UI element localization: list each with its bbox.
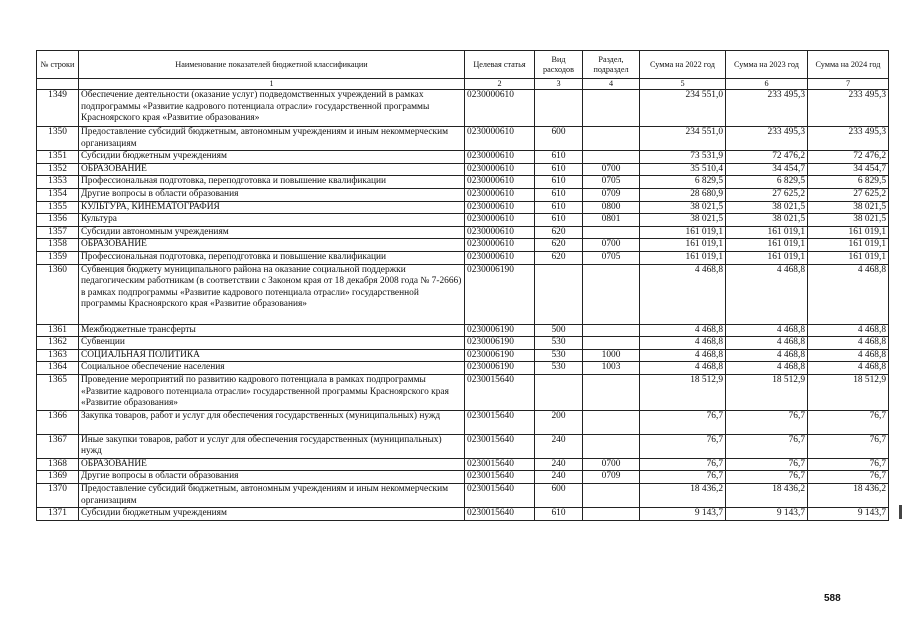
row-sum-2023-cell: 18 436,2 bbox=[726, 484, 808, 508]
row-expense-type-cell bbox=[535, 90, 583, 127]
row-target-article-cell: 0230006190 bbox=[465, 324, 535, 337]
row-section-cell: 0700 bbox=[583, 239, 640, 252]
row-expense-type-cell: 610 bbox=[535, 176, 583, 189]
row-number-cell: 1351 bbox=[37, 151, 79, 164]
row-target-article-cell: 0230015640 bbox=[465, 374, 535, 410]
row-name-cell: Субсидии бюджетным учреждениям bbox=[79, 151, 465, 164]
table-row bbox=[37, 226, 889, 239]
row-sum-2024-cell: 18 436,2 bbox=[808, 484, 889, 508]
row-number-cell: 1366 bbox=[37, 410, 79, 434]
row-expense-type-cell: 610 bbox=[535, 163, 583, 176]
row-number-cell: 1362 bbox=[37, 337, 79, 350]
row-sum-2024-cell: 4 468,8 bbox=[808, 264, 889, 324]
table-row bbox=[37, 90, 889, 127]
row-sum-2022-cell: 35 510,4 bbox=[640, 163, 726, 176]
row-name-cell: Обеспечение деятельности (оказание услуг) подведомственных учреждений в рамках подпрограммы «Развитие кадрового потенциала отрасли» государственной программы Красноярского края «Развитие образования» bbox=[79, 90, 465, 127]
row-expense-type-cell: 500 bbox=[535, 324, 583, 337]
row-target-article-cell: 0230000610 bbox=[465, 163, 535, 176]
row-target-article-cell: 0230015640 bbox=[465, 410, 535, 434]
header-section: Раздел, подраздел bbox=[583, 51, 640, 79]
row-sum-2023-cell: 76,7 bbox=[726, 434, 808, 458]
row-number-cell: 1359 bbox=[37, 251, 79, 264]
row-sum-2024-cell: 72 476,2 bbox=[808, 151, 889, 164]
row-section-cell bbox=[583, 410, 640, 434]
row-section-cell: 0709 bbox=[583, 471, 640, 484]
budget-table bbox=[36, 50, 889, 521]
row-expense-type-cell bbox=[535, 264, 583, 324]
row-sum-2022-cell: 38 021,5 bbox=[640, 214, 726, 227]
row-number-cell: 1349 bbox=[37, 90, 79, 127]
row-sum-2023-cell: 4 468,8 bbox=[726, 337, 808, 350]
row-sum-2024-cell: 18 512,9 bbox=[808, 374, 889, 410]
row-name-cell: Межбюджетные трансферты bbox=[79, 324, 465, 337]
row-sum-2022-cell: 18 436,2 bbox=[640, 484, 726, 508]
row-target-article-cell: 0230000610 bbox=[465, 201, 535, 214]
row-sum-2022-cell: 4 468,8 bbox=[640, 264, 726, 324]
row-sum-2024-cell: 4 468,8 bbox=[808, 362, 889, 375]
row-section-cell bbox=[583, 127, 640, 151]
row-sum-2023-cell: 76,7 bbox=[726, 471, 808, 484]
row-sum-2023-cell: 4 468,8 bbox=[726, 324, 808, 337]
row-target-article-cell: 0230015640 bbox=[465, 471, 535, 484]
row-sum-2022-cell: 161 019,1 bbox=[640, 226, 726, 239]
row-number-cell: 1371 bbox=[37, 508, 79, 521]
row-target-article-cell: 0230006190 bbox=[465, 349, 535, 362]
row-name-cell: СОЦИАЛЬНАЯ ПОЛИТИКА bbox=[79, 349, 465, 362]
row-sum-2024-cell: 38 021,5 bbox=[808, 201, 889, 214]
row-sum-2024-cell: 233 495,3 bbox=[808, 127, 889, 151]
row-section-cell: 0801 bbox=[583, 214, 640, 227]
row-name-cell: Субсидии автономным учреждениям bbox=[79, 226, 465, 239]
row-sum-2023-cell: 38 021,5 bbox=[726, 214, 808, 227]
header-row-number: № строки bbox=[37, 51, 79, 79]
row-number-cell: 1369 bbox=[37, 471, 79, 484]
table-row bbox=[37, 471, 889, 484]
row-target-article-cell: 0230000610 bbox=[465, 214, 535, 227]
row-name-cell: ОБРАЗОВАНИЕ bbox=[79, 163, 465, 176]
row-sum-2024-cell: 161 019,1 bbox=[808, 251, 889, 264]
row-sum-2022-cell: 9 143,7 bbox=[640, 508, 726, 521]
header-sum-2023: Сумма на 2023 год bbox=[726, 51, 808, 79]
row-section-cell bbox=[583, 324, 640, 337]
row-section-cell bbox=[583, 374, 640, 410]
row-sum-2023-cell: 4 468,8 bbox=[726, 362, 808, 375]
row-sum-2024-cell: 34 454,7 bbox=[808, 163, 889, 176]
row-sum-2024-cell: 161 019,1 bbox=[808, 239, 889, 252]
row-section-cell: 1003 bbox=[583, 362, 640, 375]
row-name-cell: Предоставление субсидий бюджетным, автономным учреждениям и иным некоммерческим организациям bbox=[79, 484, 465, 508]
table-row bbox=[37, 214, 889, 227]
table-row bbox=[37, 458, 889, 471]
row-expense-type-cell: 600 bbox=[535, 484, 583, 508]
header-expense-type: Вид расходов bbox=[535, 51, 583, 79]
column-number: 1 bbox=[79, 79, 465, 90]
row-sum-2024-cell: 76,7 bbox=[808, 410, 889, 434]
row-target-article-cell: 0230015640 bbox=[465, 458, 535, 471]
column-number: 3 bbox=[535, 79, 583, 90]
row-expense-type-cell: 530 bbox=[535, 349, 583, 362]
table-row bbox=[37, 374, 889, 410]
row-sum-2022-cell: 38 021,5 bbox=[640, 201, 726, 214]
column-number: 5 bbox=[640, 79, 726, 90]
row-name-cell: Предоставление субсидий бюджетным, автономным учреждениям и иным некоммерческим организациям bbox=[79, 127, 465, 151]
column-number-empty bbox=[37, 79, 79, 90]
row-section-cell bbox=[583, 337, 640, 350]
row-sum-2023-cell: 9 143,7 bbox=[726, 508, 808, 521]
row-sum-2022-cell: 76,7 bbox=[640, 410, 726, 434]
row-expense-type-cell: 240 bbox=[535, 458, 583, 471]
row-section-cell bbox=[583, 434, 640, 458]
row-number-cell: 1358 bbox=[37, 239, 79, 252]
row-target-article-cell: 0230000610 bbox=[465, 239, 535, 252]
row-number-cell: 1365 bbox=[37, 374, 79, 410]
row-number-cell: 1353 bbox=[37, 176, 79, 189]
row-number-cell: 1364 bbox=[37, 362, 79, 375]
row-sum-2023-cell: 72 476,2 bbox=[726, 151, 808, 164]
row-section-cell bbox=[583, 264, 640, 324]
row-section-cell bbox=[583, 484, 640, 508]
row-target-article-cell: 0230015640 bbox=[465, 484, 535, 508]
row-sum-2024-cell: 76,7 bbox=[808, 471, 889, 484]
row-section-cell: 0709 bbox=[583, 188, 640, 201]
row-section-cell bbox=[583, 226, 640, 239]
row-sum-2023-cell: 18 512,9 bbox=[726, 374, 808, 410]
row-number-cell: 1354 bbox=[37, 188, 79, 201]
row-target-article-cell: 0230000610 bbox=[465, 188, 535, 201]
row-target-article-cell: 0230006190 bbox=[465, 362, 535, 375]
row-section-cell bbox=[583, 151, 640, 164]
row-sum-2024-cell: 76,7 bbox=[808, 458, 889, 471]
row-number-cell: 1368 bbox=[37, 458, 79, 471]
row-expense-type-cell: 610 bbox=[535, 151, 583, 164]
column-number: 4 bbox=[583, 79, 640, 90]
table-row bbox=[37, 508, 889, 521]
row-expense-type-cell: 610 bbox=[535, 201, 583, 214]
row-name-cell: ОБРАЗОВАНИЕ bbox=[79, 458, 465, 471]
row-sum-2023-cell: 161 019,1 bbox=[726, 239, 808, 252]
row-target-article-cell: 0230000610 bbox=[465, 226, 535, 239]
row-name-cell: Субсидии бюджетным учреждениям bbox=[79, 508, 465, 521]
row-section-cell: 0700 bbox=[583, 458, 640, 471]
table-row bbox=[37, 362, 889, 375]
row-sum-2023-cell: 233 495,3 bbox=[726, 127, 808, 151]
row-section-cell: 0705 bbox=[583, 251, 640, 264]
row-expense-type-cell: 200 bbox=[535, 410, 583, 434]
row-number-cell: 1360 bbox=[37, 264, 79, 324]
row-expense-type-cell: 240 bbox=[535, 471, 583, 484]
row-target-article-cell: 0230015640 bbox=[465, 434, 535, 458]
row-expense-type-cell: 610 bbox=[535, 508, 583, 521]
row-sum-2024-cell: 4 468,8 bbox=[808, 324, 889, 337]
row-sum-2022-cell: 18 512,9 bbox=[640, 374, 726, 410]
page-number: 588 bbox=[824, 593, 841, 604]
row-sum-2022-cell: 234 551,0 bbox=[640, 127, 726, 151]
row-sum-2022-cell: 28 680,9 bbox=[640, 188, 726, 201]
row-number-cell: 1357 bbox=[37, 226, 79, 239]
table-row bbox=[37, 410, 889, 434]
header-name: Наименование показателей бюджетной классификации bbox=[79, 51, 465, 79]
table-row bbox=[37, 337, 889, 350]
row-sum-2022-cell: 161 019,1 bbox=[640, 251, 726, 264]
row-sum-2024-cell: 76,7 bbox=[808, 434, 889, 458]
row-sum-2023-cell: 27 625,2 bbox=[726, 188, 808, 201]
table-row bbox=[37, 484, 889, 508]
table-row bbox=[37, 251, 889, 264]
row-target-article-cell: 0230015640 bbox=[465, 508, 535, 521]
row-number-cell: 1363 bbox=[37, 349, 79, 362]
row-number-cell: 1356 bbox=[37, 214, 79, 227]
header-target-article: Целевая статья bbox=[465, 51, 535, 79]
row-target-article-cell: 0230000610 bbox=[465, 90, 535, 127]
row-target-article-cell: 0230000610 bbox=[465, 251, 535, 264]
row-name-cell: Другие вопросы в области образования bbox=[79, 471, 465, 484]
row-expense-type-cell: 600 bbox=[535, 127, 583, 151]
row-sum-2022-cell: 161 019,1 bbox=[640, 239, 726, 252]
row-sum-2023-cell: 34 454,7 bbox=[726, 163, 808, 176]
row-target-article-cell: 0230000610 bbox=[465, 176, 535, 189]
row-sum-2024-cell: 4 468,8 bbox=[808, 349, 889, 362]
row-sum-2023-cell: 161 019,1 bbox=[726, 226, 808, 239]
row-sum-2022-cell: 234 551,0 bbox=[640, 90, 726, 127]
row-number-cell: 1361 bbox=[37, 324, 79, 337]
row-section-cell: 0705 bbox=[583, 176, 640, 189]
row-expense-type-cell: 610 bbox=[535, 188, 583, 201]
row-name-cell: Закупка товаров, работ и услуг для обеспечения государственных (муниципальных) нужд bbox=[79, 410, 465, 434]
table-row bbox=[37, 201, 889, 214]
row-target-article-cell: 0230006190 bbox=[465, 264, 535, 324]
row-expense-type-cell: 240 bbox=[535, 434, 583, 458]
row-section-cell: 0700 bbox=[583, 163, 640, 176]
row-sum-2023-cell: 6 829,5 bbox=[726, 176, 808, 189]
row-sum-2023-cell: 76,7 bbox=[726, 458, 808, 471]
row-sum-2023-cell: 38 021,5 bbox=[726, 201, 808, 214]
row-number-cell: 1352 bbox=[37, 163, 79, 176]
row-expense-type-cell: 620 bbox=[535, 239, 583, 252]
row-name-cell: Субвенция бюджету муниципального района на оказание социальной поддержки педагогическим работникам (в соответствии с Законом края от 18 декабря 2008 года № 7-2666) в рамках подпрограммы «Развитие кадрового потенциала отрасли» государственной программы Красноярского края «Развитие образования» bbox=[79, 264, 465, 324]
row-number-cell: 1367 bbox=[37, 434, 79, 458]
row-expense-type-cell: 530 bbox=[535, 337, 583, 350]
row-name-cell: ОБРАЗОВАНИЕ bbox=[79, 239, 465, 252]
row-section-cell bbox=[583, 508, 640, 521]
column-number-row bbox=[37, 79, 889, 90]
row-section-cell bbox=[583, 90, 640, 127]
row-sum-2022-cell: 6 829,5 bbox=[640, 176, 726, 189]
row-name-cell: Субвенции bbox=[79, 337, 465, 350]
table-row bbox=[37, 434, 889, 458]
header-sum-2022: Сумма на 2022 год bbox=[640, 51, 726, 79]
row-target-article-cell: 0230000610 bbox=[465, 151, 535, 164]
row-target-article-cell: 0230000610 bbox=[465, 127, 535, 151]
row-sum-2022-cell: 4 468,8 bbox=[640, 362, 726, 375]
header-sum-2024: Сумма на 2024 год bbox=[808, 51, 889, 79]
row-name-cell: Социальное обеспечение населения bbox=[79, 362, 465, 375]
row-sum-2022-cell: 73 531,9 bbox=[640, 151, 726, 164]
row-name-cell: Проведение мероприятий по развитию кадрового потенциала в рамках подпрограммы «Развитие кадрового потенциала отрасли» государственной программы Красноярского края «Развитие образования» bbox=[79, 374, 465, 410]
row-section-cell: 1000 bbox=[583, 349, 640, 362]
row-sum-2024-cell: 233 495,3 bbox=[808, 90, 889, 127]
table-body bbox=[37, 90, 889, 521]
table-row bbox=[37, 163, 889, 176]
table-row bbox=[37, 324, 889, 337]
row-section-cell: 0800 bbox=[583, 201, 640, 214]
table-row bbox=[37, 151, 889, 164]
row-expense-type-cell: 610 bbox=[535, 214, 583, 227]
row-sum-2022-cell: 4 468,8 bbox=[640, 324, 726, 337]
row-name-cell: Профессиональная подготовка, переподготовка и повышение квалификации bbox=[79, 176, 465, 189]
table-row bbox=[37, 239, 889, 252]
column-number: 7 bbox=[808, 79, 889, 90]
column-number: 2 bbox=[465, 79, 535, 90]
row-sum-2022-cell: 76,7 bbox=[640, 458, 726, 471]
row-name-cell: Культура bbox=[79, 214, 465, 227]
table-row bbox=[37, 188, 889, 201]
row-name-cell: КУЛЬТУРА, КИНЕМАТОГРАФИЯ bbox=[79, 201, 465, 214]
row-sum-2023-cell: 4 468,8 bbox=[726, 349, 808, 362]
row-name-cell: Профессиональная подготовка, переподготовка и повышение квалификации bbox=[79, 251, 465, 264]
table-row bbox=[37, 176, 889, 189]
row-expense-type-cell: 620 bbox=[535, 251, 583, 264]
row-sum-2024-cell: 4 468,8 bbox=[808, 337, 889, 350]
row-sum-2022-cell: 4 468,8 bbox=[640, 349, 726, 362]
row-number-cell: 1370 bbox=[37, 484, 79, 508]
table-row bbox=[37, 127, 889, 151]
row-name-cell: Другие вопросы в области образования bbox=[79, 188, 465, 201]
table-row bbox=[37, 264, 889, 324]
row-sum-2024-cell: 27 625,2 bbox=[808, 188, 889, 201]
row-sum-2022-cell: 76,7 bbox=[640, 434, 726, 458]
row-sum-2023-cell: 4 468,8 bbox=[726, 264, 808, 324]
row-number-cell: 1350 bbox=[37, 127, 79, 151]
table-row bbox=[37, 349, 889, 362]
row-sum-2024-cell: 6 829,5 bbox=[808, 176, 889, 189]
row-sum-2023-cell: 161 019,1 bbox=[726, 251, 808, 264]
row-expense-type-cell: 530 bbox=[535, 362, 583, 375]
row-expense-type-cell bbox=[535, 374, 583, 410]
row-number-cell: 1355 bbox=[37, 201, 79, 214]
row-name-cell: Иные закупки товаров, работ и услуг для обеспечения государственных (муниципальных) нужд bbox=[79, 434, 465, 458]
row-sum-2023-cell: 76,7 bbox=[726, 410, 808, 434]
row-expense-type-cell: 620 bbox=[535, 226, 583, 239]
header-row bbox=[37, 51, 889, 79]
scan-edge-mark bbox=[899, 505, 902, 519]
row-target-article-cell: 0230006190 bbox=[465, 337, 535, 350]
row-sum-2023-cell: 233 495,3 bbox=[726, 90, 808, 127]
row-sum-2022-cell: 76,7 bbox=[640, 471, 726, 484]
column-number: 6 bbox=[726, 79, 808, 90]
row-sum-2022-cell: 4 468,8 bbox=[640, 337, 726, 350]
row-sum-2024-cell: 161 019,1 bbox=[808, 226, 889, 239]
row-sum-2024-cell: 38 021,5 bbox=[808, 214, 889, 227]
row-sum-2024-cell: 9 143,7 bbox=[808, 508, 889, 521]
